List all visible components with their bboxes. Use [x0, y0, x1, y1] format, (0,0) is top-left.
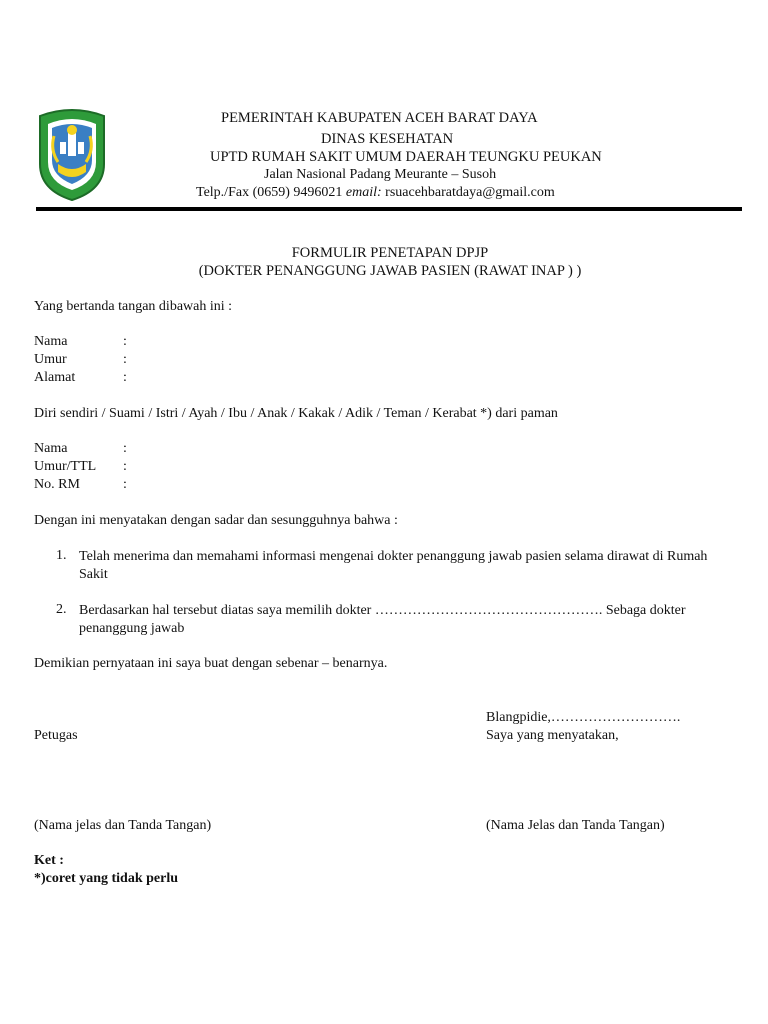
list-item-text: Telah menerima dan memahami informasi mengenai dokter penanggung jawab pasien selama dirawat di Rumah Sakit [79, 549, 708, 582]
declarant-label: Saya yang menyatakan, [486, 728, 619, 743]
aceh-barat-daya-emblem-icon [34, 106, 110, 202]
header-email: rsuacehbaratdaya@gmail.com [381, 185, 555, 200]
closing-text: Demikian pernyataan ini saya buat dengan sebenar – benarnya. [34, 656, 388, 671]
form-subtitle: (DOKTER PENANGGUNG JAWAB PASIEN (RAWAT INAP ) ) [198, 263, 582, 279]
header-contact [196, 185, 555, 201]
field-colon: : [123, 477, 127, 492]
header-department: DINAS KESEHATAN [321, 131, 454, 147]
patient-field-label: Umur/TTL [34, 459, 97, 474]
field-colon: : [123, 459, 127, 474]
header-address: Jalan Nasional Padang Meurante – Susoh [264, 167, 497, 182]
notes-label: Ket : [34, 853, 64, 868]
signer-field-label: Umur [34, 352, 67, 367]
declarant-signature-line: (Nama Jelas dan Tanda Tangan) [486, 818, 665, 833]
header-phone: Telp./Fax (0659) 9496021 [196, 185, 346, 200]
field-colon: : [123, 334, 127, 349]
patient-field-label: No. RM [34, 477, 80, 492]
statement-text: Dengan ini menyatakan dengan sadar dan sesungguhnya bahwa : [34, 513, 398, 528]
header-hospital: UPTD RUMAH SAKIT UMUM DAERAH TEUNGKU PEUKAN [210, 149, 602, 165]
header-government: PEMERINTAH KABUPATEN ACEH BARAT DAYA [221, 110, 538, 126]
list-item-number: 2. [56, 602, 67, 617]
intro-text: Yang bertanda tangan dibawah ini : [34, 299, 233, 314]
officer-signature-line: (Nama jelas dan Tanda Tangan) [34, 818, 212, 833]
relation-text: Diri sendiri / Suami / Istri / Ayah / Ibu / Anak / Kakak / Adik / Teman / Kerabat *) dari paman [34, 406, 558, 421]
list-item-text: Berdasarkan hal tersebut diatas saya memilih dokter …………………………………………. Sebaga dokter penanggung jawab [79, 603, 686, 636]
signer-field-label: Nama [34, 334, 68, 349]
header-divider [36, 207, 742, 211]
list-item-number: 1. [56, 548, 67, 563]
notes-text: *)coret yang tidak perlu [34, 871, 179, 886]
place-date: Blangpidie,………………………. [486, 710, 681, 725]
form-title: FORMULIR PENETAPAN DPJP [291, 245, 489, 261]
signer-field-label: Alamat [34, 370, 76, 385]
field-colon: : [123, 352, 127, 367]
officer-label: Petugas [34, 728, 78, 743]
field-colon: : [123, 370, 127, 385]
header-email-label: email: [345, 185, 382, 200]
field-colon: : [123, 441, 127, 456]
patient-field-label: Nama [34, 441, 68, 456]
